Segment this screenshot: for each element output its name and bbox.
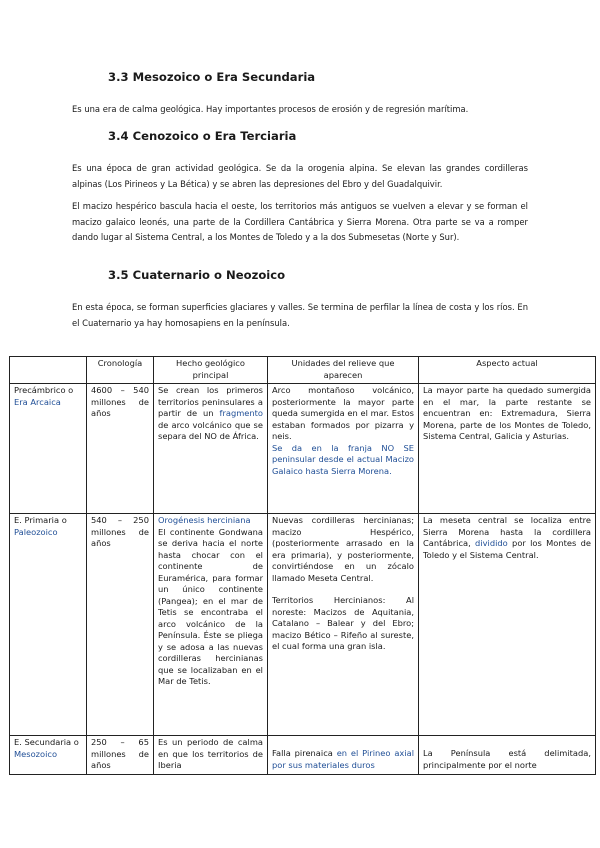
era-cell	[10, 736, 87, 775]
aspect-cell	[419, 736, 596, 775]
paragraph-cuaternario: En esta época, se forman superficies glaciares y valles. Se termina de perfilar la línea de costa y los ríos. En el Cuaternario ya hay homosapiens en la península.	[72, 302, 528, 328]
aspect-cell: La mayor parte ha quedado sumergida en el mar, la parte restante se encuentran en: Extremadura, Sierra Morena, parte de los Montes de Toledo, Sistema Central, Galicia y Asturias.	[419, 384, 596, 514]
relief-cell	[268, 384, 419, 514]
paragraph-cenozoico-2: El macizo hespérico bascula hacia el oeste, los territorios más antiguos se vuelven a elevar y se forman el macizo galaico leonés, una parte de la Cordillera Cantábrica y Sierra Morena. Otra parte se va a romper dando lugar al Sistema Central, a los Montes de Toledo y a la dos Submesetas (Norte y Sur).	[72, 201, 528, 243]
relief-cell	[268, 514, 419, 736]
table-row	[10, 384, 596, 514]
aspect-link[interactable]: dividido	[475, 538, 508, 548]
geologic-fact-cell: Es un periodo de calma en que los territorios de Iberia	[154, 736, 268, 775]
fact-text: El continente Gondwana se deriva hacia el norte hasta chocar con el continente de Euraméricа, para formar un único continente (Pangea); en el mar de Tetis se encontraba el arco volcánico de la Península. Éste se pliega y se adosa a las nuevas cordilleras hercinianas que se localizaban en el Mar de Tetis.	[158, 526, 263, 686]
section-heading-cenozoico: 3.4 Cenozoico o Era Terciaria	[108, 129, 297, 143]
chronology-cell: 540 – 250 millones de años	[87, 514, 154, 736]
fact-text: de arco volcánico que se separa del NO de África.	[158, 419, 263, 441]
relief-cell	[268, 736, 419, 775]
chronology-cell: 250 – 65 millones de años	[87, 736, 154, 775]
section-heading-mesozoico: 3.3 Mesozoico o Era Secundaria	[108, 70, 316, 84]
chronology-cell: 4600 – 540 millones de años	[87, 384, 154, 514]
header-era	[10, 357, 87, 384]
relief-text: Territorios Hercinianos: Al noreste: Macizos de Aquitania, Catalano – Balear y del Ebro; macizo Bético – Rifeño al sureste, el cual forma una gran isla.	[272, 595, 414, 651]
geologic-eras-table	[9, 356, 596, 775]
era-label: Precámbrico o	[14, 385, 74, 395]
fact-link[interactable]: fragmento	[219, 408, 263, 418]
header-hecho-geologico: Hecho geológico principal	[154, 357, 268, 384]
section-heading-cuaternario: 3.5 Cuaternario o Neozoico	[108, 268, 286, 282]
era-cell	[10, 514, 87, 736]
geologic-fact-cell	[154, 384, 268, 514]
relief-text: Falla pirenaica	[272, 748, 337, 758]
fact-text: Se crean los primeros territorios peninsulares a partir de un	[158, 385, 263, 418]
aspect-text: La Península está delimitada, principalmente por el norte	[423, 748, 591, 770]
aspect-cell	[419, 514, 596, 736]
era-label: E. Secundaria o	[14, 737, 79, 747]
table-header-row	[10, 357, 596, 384]
table-row	[10, 736, 596, 775]
paragraph-mesozoico: Es una era de calma geológica. Hay importantes procesos de erosión y de regresión marítima.	[72, 104, 469, 114]
geologic-fact-cell	[154, 514, 268, 736]
relief-text: Arco montañoso volcánico, posteriormente la mayor parte queda sumergida en el mar. Estos estaban formados por pizarra y neis.	[272, 385, 414, 441]
era-label: E. Primaria o	[14, 515, 67, 525]
relief-highlight: Se da en la franja NO SE peninsular desde el actual Macizo Galaico hasta Sierra Morena.	[272, 442, 414, 476]
era-cell	[10, 384, 87, 514]
header-aspecto-actual: Aspecto actual	[419, 357, 596, 384]
era-link[interactable]: Paleozoico	[14, 526, 58, 537]
header-unidades-relieve: Unidades del relieve que aparecen	[268, 357, 419, 384]
fact-title[interactable]: Orogénesis herciniana	[158, 515, 251, 525]
era-link[interactable]: Mesozoico	[14, 748, 58, 759]
relief-highlight: en el Pirineo axial por sus materiales duros	[272, 748, 415, 770]
paragraph-cenozoico-1: Es una época de gran actividad geológica. Se da la orogenia alpina. Se elevan las grandes cordilleras alpinas (Los Pirineos y La Bética) y se abren las depresiones del Ebro y del Guadalquivir.	[72, 163, 528, 189]
header-cronologia: Cronología	[87, 357, 154, 384]
relief-text: Nuevas cordilleras hercinianas; macizo Hespérico, (posteriormente arrasado en la era primaria), y posteriormente, convirtiéndose en un zócalo llamado Meseta Central.	[272, 515, 414, 583]
era-link[interactable]: Era Arcaica	[14, 396, 61, 407]
aspect-text: por los Montes de Toledo y el Sistema Central.	[423, 538, 591, 560]
table-row	[10, 514, 596, 736]
aspect-text: La meseta central se localiza entre Sierra Morena hasta la cordillera Cantábrica,	[423, 515, 591, 548]
